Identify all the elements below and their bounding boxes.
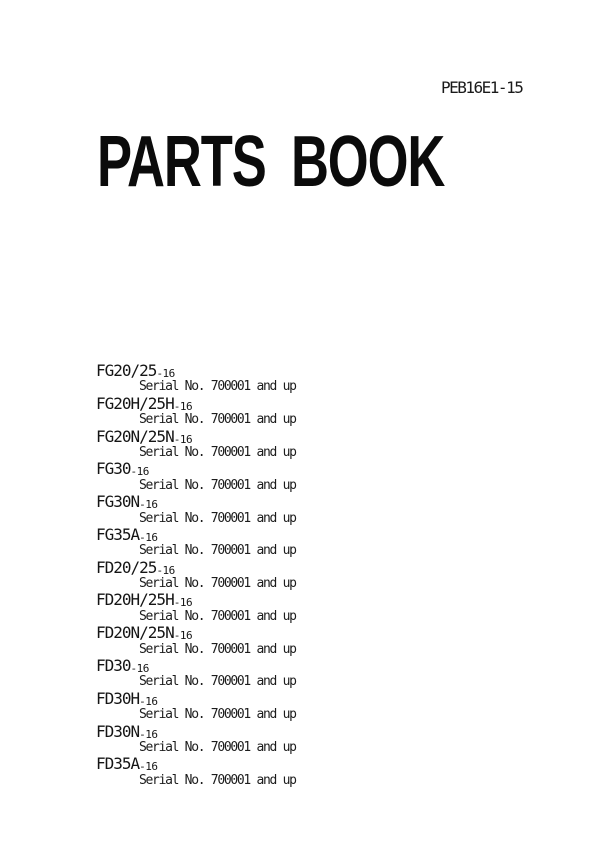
serial-line: Serial No. 700001 and up bbox=[139, 641, 296, 657]
model-suffix: -16 bbox=[156, 367, 175, 380]
model-suffix: -16 bbox=[173, 596, 193, 610]
model-name: FG20/25 bbox=[96, 361, 157, 380]
model-name: FD30H bbox=[96, 688, 140, 708]
model-name: FD30 bbox=[96, 656, 131, 676]
serial-line: Serial No. 700001 and up bbox=[139, 510, 296, 526]
serial-line: Serial No. 700001 and up bbox=[139, 543, 296, 559]
serial-line: Serial No. 700001 and up bbox=[139, 412, 296, 428]
model-line bbox=[96, 494, 296, 510]
serial-line: Serial No. 700001 and up bbox=[139, 739, 296, 755]
model-suffix: -16 bbox=[173, 399, 193, 413]
model-name: FG20H/25H bbox=[96, 393, 174, 413]
model-name: FG30N bbox=[96, 492, 140, 512]
model-entry bbox=[96, 363, 296, 396]
serial-line: Serial No. 700001 and up bbox=[139, 608, 296, 624]
model-line bbox=[96, 393, 296, 413]
serial-line: Serial No. 700001 and up bbox=[139, 707, 296, 723]
model-name: FG20N/25N bbox=[96, 426, 174, 446]
model-entry bbox=[96, 461, 296, 494]
serial-line: Serial No. 700001 and up bbox=[139, 379, 296, 395]
model-entry bbox=[96, 393, 296, 429]
serial-line: Serial No. 700001 and up bbox=[139, 576, 296, 592]
model-suffix: -16 bbox=[139, 694, 158, 708]
model-suffix: -16 bbox=[173, 432, 193, 446]
model-line bbox=[96, 721, 296, 741]
model-name: FD20/25 bbox=[96, 557, 157, 577]
model-entry bbox=[96, 688, 296, 724]
serial-line: Serial No. 700001 and up bbox=[139, 444, 296, 460]
model-line bbox=[96, 557, 296, 577]
model-line bbox=[96, 756, 296, 772]
model-entry bbox=[96, 658, 296, 691]
model-line bbox=[96, 426, 296, 446]
model-name: FD35A bbox=[96, 754, 140, 774]
model-entry bbox=[96, 557, 296, 593]
model-name: FG35A bbox=[96, 524, 140, 544]
model-line bbox=[96, 625, 296, 641]
serial-line: Serial No. 700001 and up bbox=[139, 772, 296, 788]
model-entry bbox=[96, 426, 296, 462]
model-line bbox=[96, 363, 296, 379]
model-name: FD30N bbox=[96, 721, 140, 741]
model-suffix: -16 bbox=[139, 530, 158, 544]
model-line bbox=[96, 688, 296, 708]
model-suffix: -16 bbox=[156, 563, 175, 577]
serial-line: Serial No. 700001 and up bbox=[139, 674, 296, 690]
model-entry bbox=[96, 756, 296, 789]
serial-line: Serial No. 700001 and up bbox=[139, 477, 296, 493]
model-line bbox=[96, 658, 296, 674]
model-entry bbox=[96, 592, 296, 625]
model-suffix: -16 bbox=[139, 727, 158, 741]
model-entry bbox=[96, 721, 296, 757]
model-entry bbox=[96, 625, 296, 658]
model-entry bbox=[96, 494, 296, 527]
model-line bbox=[96, 592, 296, 608]
model-line bbox=[96, 524, 296, 544]
model-suffix: -16 bbox=[130, 662, 149, 676]
model-suffix: -16 bbox=[139, 760, 158, 774]
page-title: PARTS BOOK bbox=[97, 122, 445, 202]
model-list bbox=[96, 363, 296, 789]
model-name: FG30 bbox=[96, 459, 131, 479]
model-line bbox=[96, 461, 296, 477]
model-name: FD20N/25N bbox=[96, 623, 174, 643]
model-entry bbox=[96, 524, 296, 560]
model-suffix: -16 bbox=[139, 498, 158, 512]
model-suffix: -16 bbox=[173, 629, 193, 643]
model-name: FD20H/25H bbox=[96, 590, 174, 610]
document-code: PEB16E1-15 bbox=[441, 78, 523, 97]
model-suffix: -16 bbox=[130, 465, 149, 479]
